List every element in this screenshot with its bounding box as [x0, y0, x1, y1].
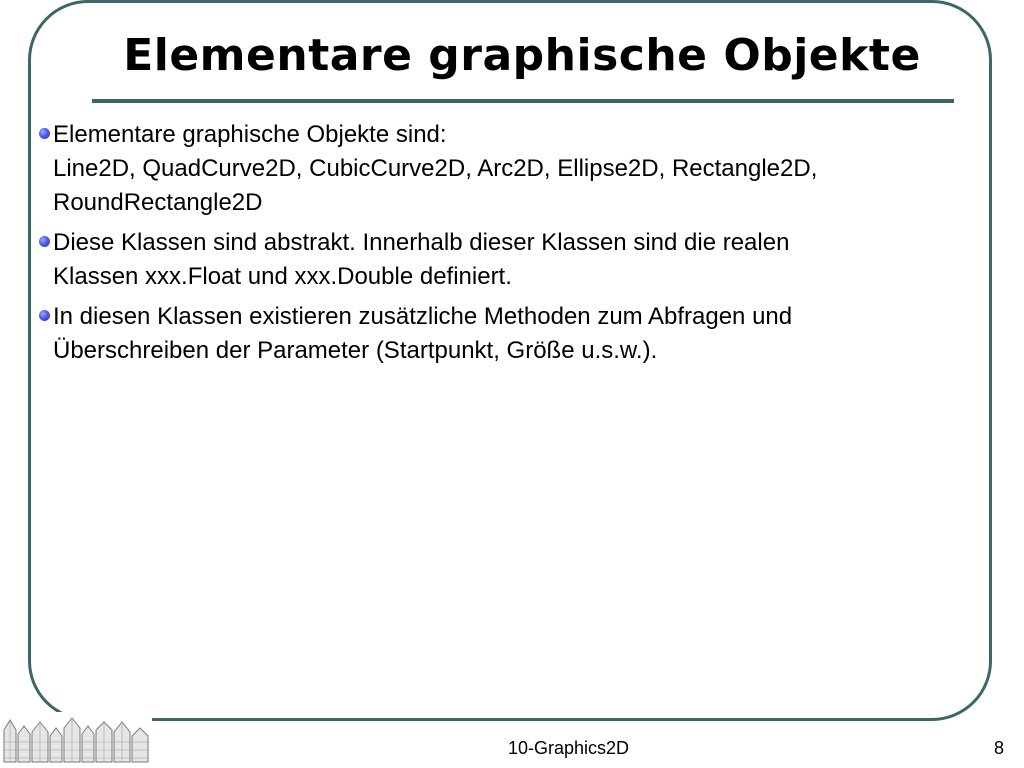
footer-title: 10-Graphics2D [508, 738, 630, 758]
bullet-dot-icon [39, 128, 50, 139]
slide-title: Elementare graphische Objekte [123, 30, 921, 81]
university-logo-icon [0, 712, 152, 766]
bullet-line: In diesen Klassen existieren zusätzliche Methoden zum Abfragen und [53, 303, 793, 330]
bullet-item [36, 118, 976, 220]
title-underline [92, 99, 954, 103]
bullet-line: Diese Klassen sind abstrakt. Innerhalb dieser Klassen sind die realen [53, 229, 790, 256]
bullet-line: Elementare graphische Objekte sind: [53, 121, 447, 148]
bullet-list [36, 118, 976, 374]
bullet-line: RoundRectangle2D [53, 189, 263, 216]
bullet-item [36, 300, 976, 368]
bullet-line: Überschreiben der Parameter (Startpunkt, Größe u.s.w.). [53, 337, 658, 364]
bullet-line: Klassen xxx.Float und xxx.Double definiert. [53, 263, 512, 290]
bullet-dot-icon [39, 310, 50, 321]
bullet-item [36, 226, 976, 294]
page-number: 8 [994, 738, 1005, 758]
bullet-line: Line2D, QuadCurve2D, CubicCurve2D, Arc2D, Ellipse2D, Rectangle2D, [53, 155, 818, 182]
bullet-dot-icon [39, 236, 50, 247]
